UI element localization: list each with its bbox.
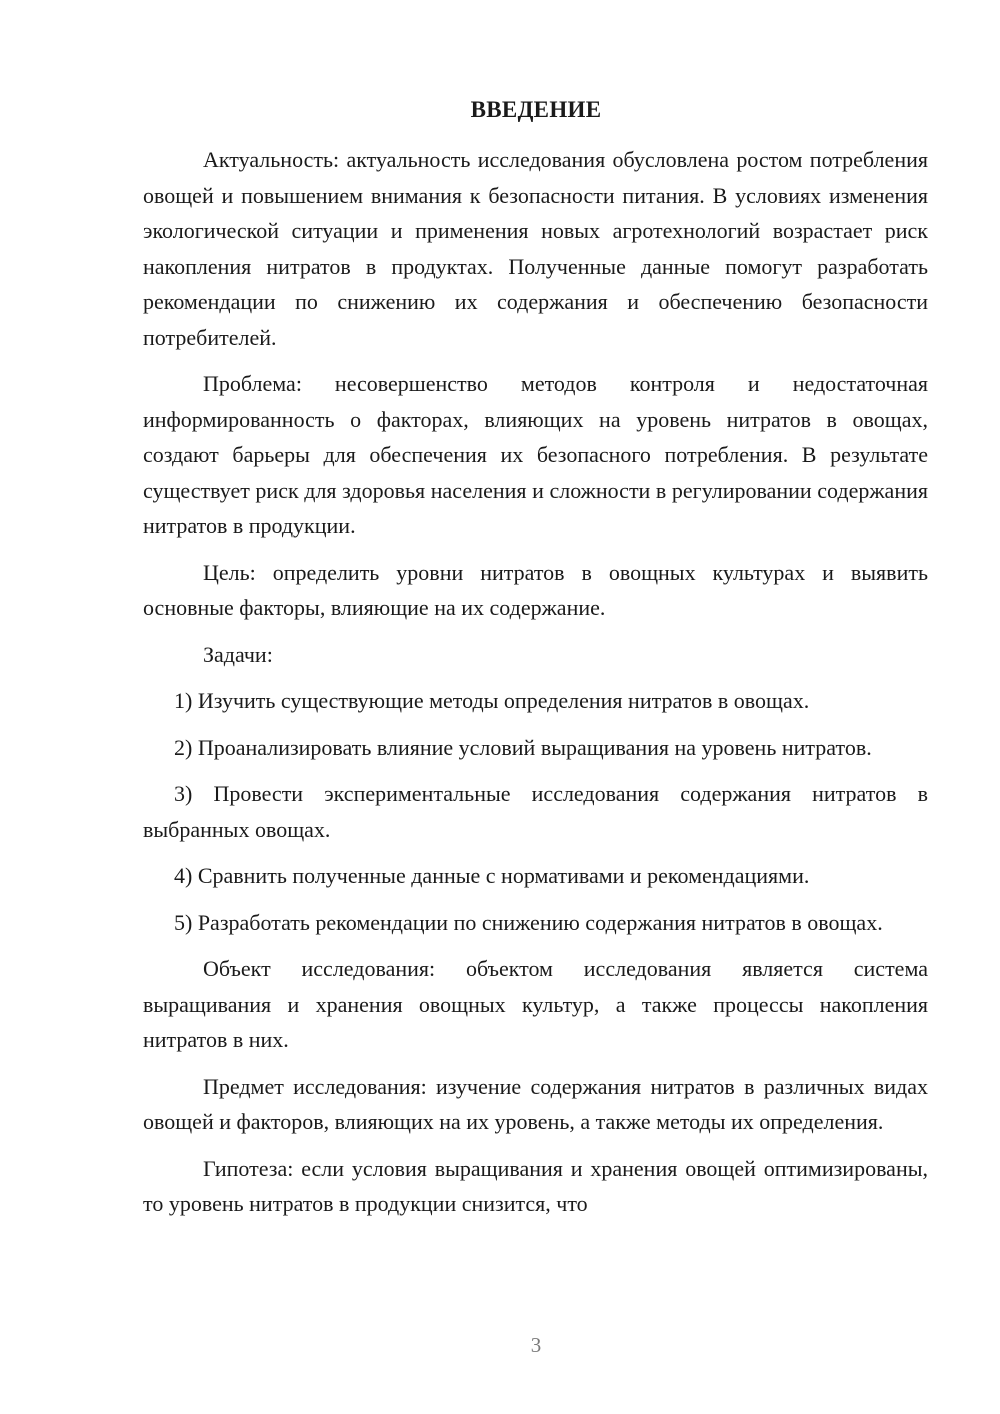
task-item-5: 5) Разработать рекомендации по снижению содержания нитратов в овощах. [174,909,883,935]
body-text [143,142,928,1233]
task-item-2: 2) Проанализировать влияние условий выращивания на уровень нитратов. [174,734,872,760]
task-item-1: 1) Изучить существующие методы определения нитратов в овощах. [174,688,810,713]
paragraph-subject: Предмет исследования: изучение содержания нитратов в различных видах овощей и факторов, влияющих на их уровень, а также методы их определения. [143,1073,928,1134]
paragraph-hypothesis: Гипотеза: если условия выращивания и хранения овощей оптимизированы, то уровень нитратов в продукции снизится, что [143,1155,928,1216]
paragraph-problem: Проблема: несовершенство методов контроля и недостаточная информированность о факторах, влияющих на уровень нитратов в овощах, создают барьеры для обеспечения их безопасного потребления. В результате существует риск для здоровья населения и сложности в регулировании содержания нитратов в продукции. [143,371,928,538]
paragraph-goal: Цель: определить уровни нитратов в овощных культурах и выявить основные факторы, влияющие на их содержание. [143,559,928,620]
paragraph-relevance: Актуальность: актуальность исследования обусловлена ростом потребления овощей и повышением внимания к безопасности питания. В условиях изменения экологической ситуации и применения новых агротехнологий возрастает риск накопления нитратов в продуктах. Полученные данные помогут разработать рекомендации по снижению их содержания и обеспечению безопасности потребителей. [143,147,928,350]
section-title: ВВЕДЕНИЕ [470,97,602,122]
task-item-3: 3) Провести экспериментальные исследования содержания нитратов в выбранных овощах. [143,781,928,842]
paragraph-object: Объект исследования: объектом исследования является система выращивания и хранения овощных культур, а также процессы накопления нитратов в них. [143,956,928,1052]
paragraph-tasks-heading: Задачи: [203,641,273,667]
page-number: 3 [530,1333,542,1357]
task-item-4: 4) Сравнить полученные данные с нормативами и рекомендациями. [174,863,810,888]
